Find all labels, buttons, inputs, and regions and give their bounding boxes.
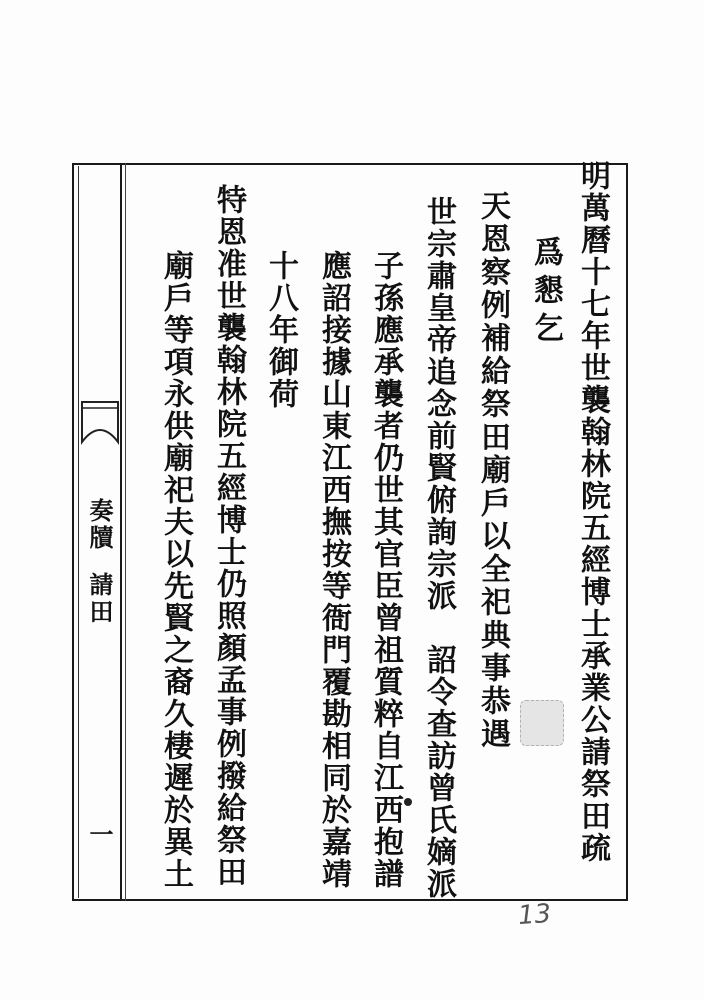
margin-page-number: 一 (85, 822, 114, 849)
fold-column-divider (120, 163, 122, 901)
ink-dot (404, 798, 412, 806)
text-column-title: 明萬曆十七年世襲翰林院五經博士承業公請祭田疏 (575, 160, 610, 864)
text-column-8: 特恩准世襲翰林院五經博士仍照顏孟事例撥給祭田 (211, 184, 246, 888)
text-column-5: 子孫應承襲者仍世其官臣曾祖質粹自江西抱譜 (368, 250, 403, 890)
fishtail-ornament-icon (80, 398, 120, 448)
text-column-6: 應詔接據山東江西撫按等衙門覆勘相同於嘉靖 (316, 250, 351, 890)
margin-subsection-label: 請田 (85, 572, 114, 626)
page-border-inner-line (78, 166, 79, 898)
handwritten-page-annotation: 13 (516, 898, 553, 932)
text-column-2: 爲懇乞 (528, 236, 563, 350)
text-column-4: 世宗肅皇帝追念前賢俯詢宗派 詔令查訪曾氏嫡派 (421, 196, 456, 900)
margin-section-label: 奏牘 (85, 498, 114, 552)
seal-stamp (520, 700, 564, 746)
text-column-9: 廟戶等項永供廟祀夫以先賢之裔久棲遲於異土 (158, 250, 193, 890)
text-column-3: 天恩察例補給祭田廟戶以全祀典事恭遇 (475, 190, 510, 751)
fold-column-divider-inner (125, 163, 126, 901)
text-column-7: 十八年御荷 (263, 250, 298, 410)
